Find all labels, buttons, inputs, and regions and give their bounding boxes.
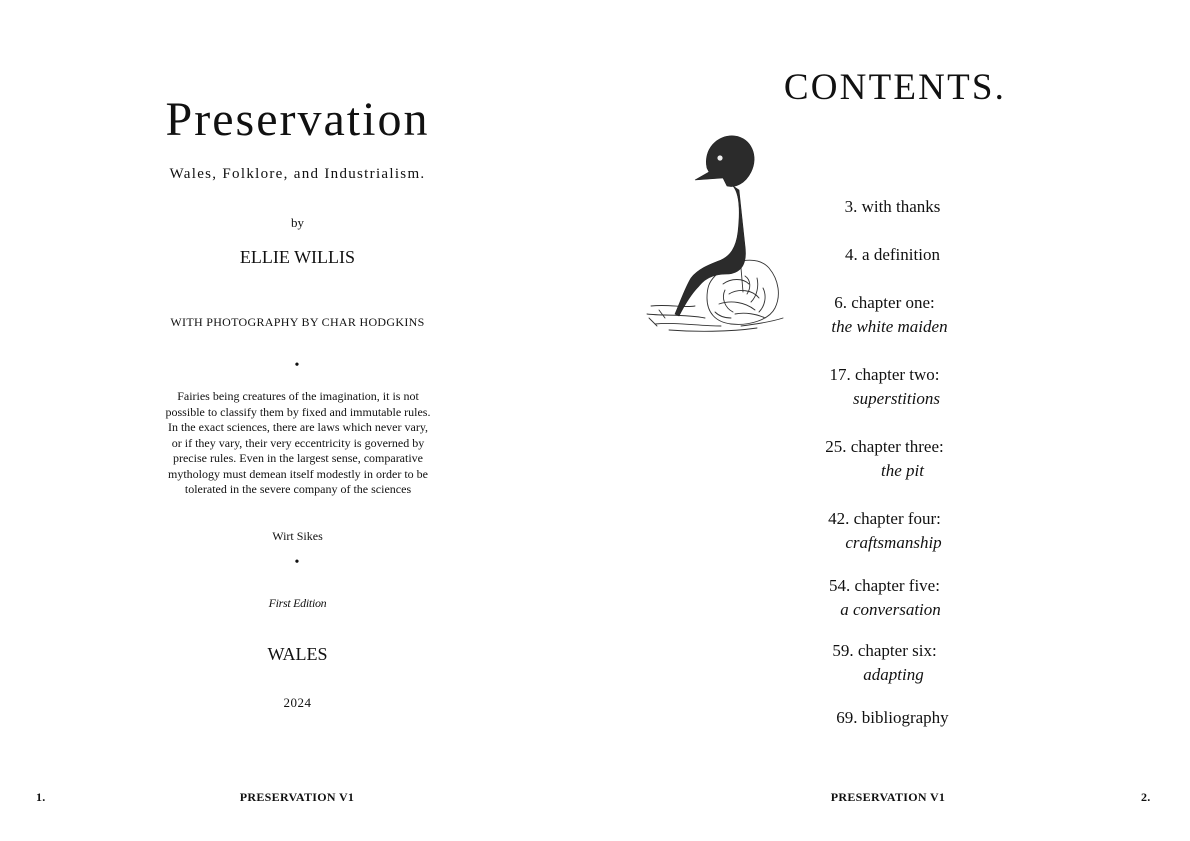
book-subtitle: Wales, Folklore, and Industrialism. [169, 166, 426, 182]
toc-entry-subtitle: superstitions [853, 389, 940, 408]
toc-entry-title: 69. bibliography [836, 708, 949, 727]
divider-bullet: • [294, 555, 300, 570]
toc-entry-title: 42. chapter four: [828, 509, 941, 528]
toc-entry-subtitle: the pit [881, 461, 924, 480]
toc-entry-title: 54. chapter five: [829, 576, 940, 595]
running-footer: PRESERVATION V1 [239, 790, 355, 804]
toc-entry[interactable] [765, 195, 1020, 219]
photography-credit: WITH PHOTOGRAPHY BY CHAR HODGKINS [170, 315, 425, 329]
toc-entry-subtitle: adapting [863, 665, 924, 684]
contents-heading: CONTENTS. [783, 67, 1007, 108]
toc-entry[interactable] [765, 507, 1020, 555]
toc-entry[interactable] [765, 574, 1020, 622]
publication-place: WALES [267, 644, 328, 664]
toc-entry-subtitle: a conversation [840, 600, 941, 619]
toc-entry-title: 6. chapter one: [834, 293, 935, 312]
book-title: Preservation [165, 93, 430, 146]
page-number: 1. [36, 790, 46, 804]
toc-entry[interactable] [765, 291, 1020, 339]
divider-bullet: • [294, 358, 300, 373]
toc-entry-title: 4. a definition [845, 245, 940, 264]
author-name: ELLIE WILLIS [239, 247, 356, 267]
page-number: 2. [1141, 790, 1151, 804]
toc-entry[interactable] [765, 363, 1020, 411]
toc-entry-title: 3. with thanks [844, 197, 941, 216]
publication-year: 2024 [283, 695, 312, 710]
toc-entry-title: 59. chapter six: [832, 641, 937, 660]
running-footer: PRESERVATION V1 [830, 790, 946, 804]
toc-entry[interactable] [765, 435, 1020, 483]
toc-entry-title: 25. chapter three: [825, 437, 944, 456]
toc-entry[interactable] [765, 706, 1020, 730]
toc-entry[interactable] [765, 639, 1020, 687]
epigraph-quote: Fairies being creatures of the imagination, it is not possible to classify them by fixed and immutable rules. In the exact sciences, there are laws which never vary, or if they vary, their very eccentricity is governed by precise rules. Even in the largest sense, comparative mythology must demean itself modestly in order to be tolerated in the severe company of the sciences [165, 389, 431, 496]
right-page [595, 0, 1190, 841]
toc-entry-title: 17. chapter two: [829, 365, 940, 384]
quote-attribution: Wirt Sikes [272, 529, 323, 543]
toc-entry-subtitle: the white maiden [831, 317, 948, 336]
toc-entry[interactable] [765, 243, 1020, 267]
edition-label: First Edition [268, 596, 327, 610]
toc-entry-subtitle: craftsmanship [845, 533, 942, 552]
by-line: by [291, 215, 304, 230]
